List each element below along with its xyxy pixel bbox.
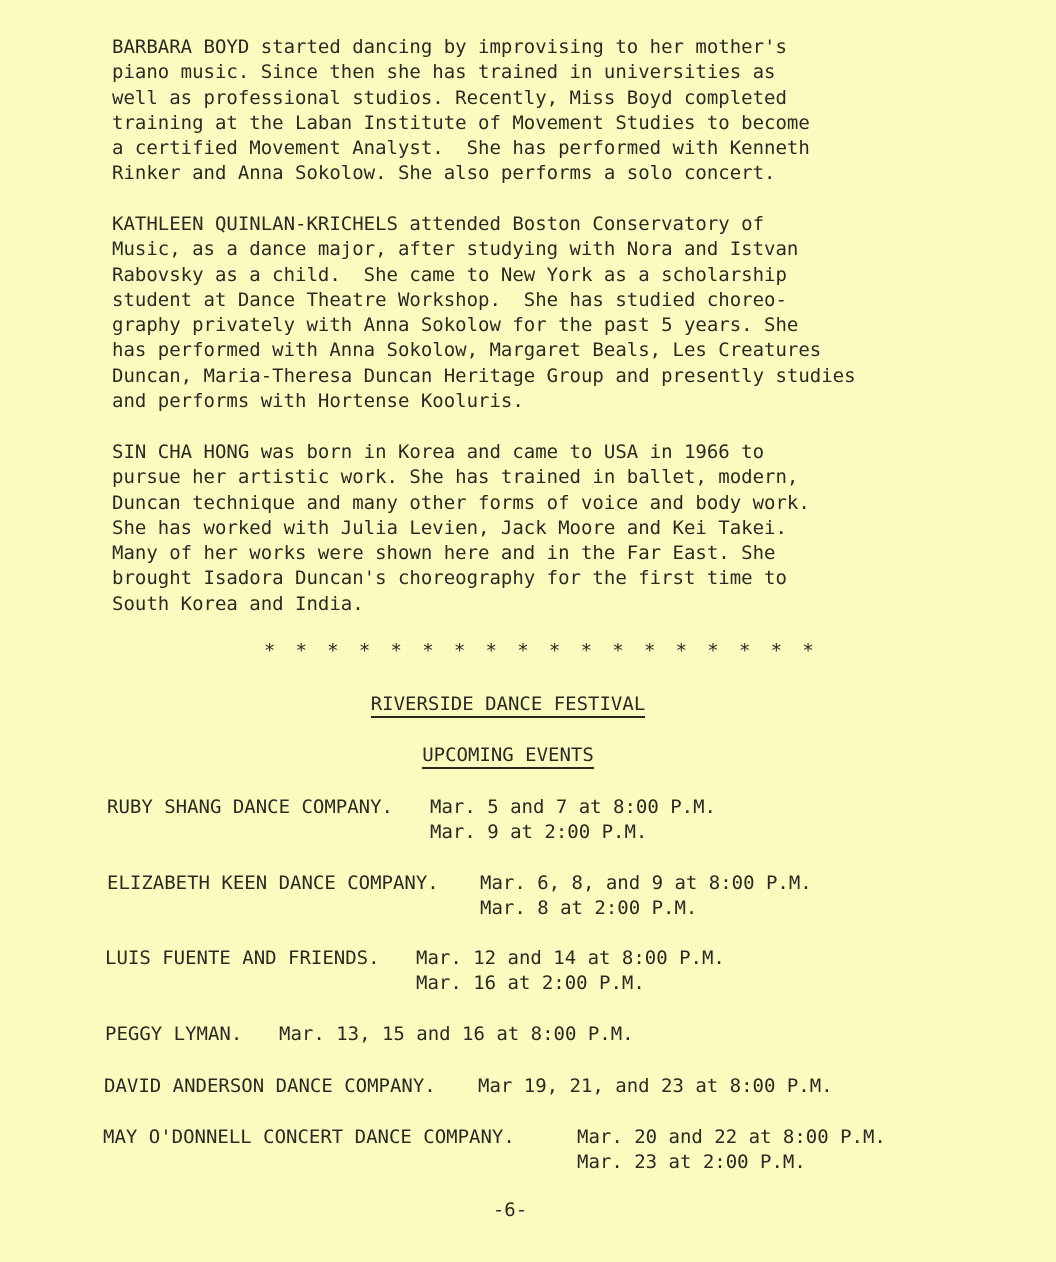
bio-barbara-boyd: BARBARA BOYD started dancing by improvising to her mother's piano music. Since then she has trained in universities as well as professional studios. Recently, Miss Boyd completed training at the Laban Institute of Movement Studies to become a certified Movement Analyst. She has performed with Kenneth Rinker and Anna Sokolow. She also performs a solo concert. xyxy=(112,36,810,185)
event-dates: Mar. 13, 15 and 16 at 8:00 P.M. xyxy=(279,1023,634,1045)
upcoming-events-title-text: UPCOMING EVENTS xyxy=(422,744,594,769)
event-dates: Mar. 12 and 14 at 8:00 P.M. Mar. 16 at 2:00 P.M. xyxy=(416,947,725,994)
bio-kathleen-quinlan-krichels: KATHLEEN QUINLAN-KRICHELS attended Boston Conservatory of Music, as a dance major, after studying with Nora and Istvan Rabovsky as a child. She came to New York as a scholarship student at Dance Theatre Workshop. She has studied choreo- graphy privately with Anna Sokolow for the past 5 years. She has performed with Anna Sokolow, Margaret Beals, Les Creatures Duncan, Maria-Theresa Duncan Heritage Group and presently studies and performs with Hortense Kooluris. xyxy=(112,213,856,413)
asterisk-separator: * * * * * * * * * * * * * * * * * * xyxy=(263,640,819,662)
event-name: PEGGY LYMAN. xyxy=(105,1023,243,1045)
festival-title-text: RIVERSIDE DANCE FESTIVAL xyxy=(371,693,646,718)
event-name: ELIZABETH KEEN DANCE COMPANY. xyxy=(107,872,439,894)
festival-title xyxy=(0,693,1016,718)
page-number: -6- xyxy=(492,1199,528,1221)
event-name: MAY O'DONNELL CONCERT DANCE COMPANY. xyxy=(103,1126,515,1148)
bio-sin-cha-hong: SIN CHA HONG was born in Korea and came to USA in 1966 to pursue her artistic work. She has trained in ballet, modern, Duncan technique and many other forms of voice and body work. She has worked with Julia Levien, Jack Moore and Kei Takei. Many of her works were shown here and in the Far East. She brought Isadora Duncan's choreography for the first time to South Korea and India. xyxy=(112,441,810,615)
event-name: LUIS FUENTE AND FRIENDS. xyxy=(105,947,380,969)
event-dates: Mar. 6, 8, and 9 at 8:00 P.M. Mar. 8 at 2:00 P.M. xyxy=(480,872,812,919)
event-dates: Mar 19, 21, and 23 at 8:00 P.M. xyxy=(478,1075,833,1097)
event-dates: Mar. 20 and 22 at 8:00 P.M. Mar. 23 at 2:00 P.M. xyxy=(577,1126,886,1173)
event-dates: Mar. 5 and 7 at 8:00 P.M. Mar. 9 at 2:00 P.M. xyxy=(430,796,716,843)
event-name: RUBY SHANG DANCE COMPANY. xyxy=(107,796,393,818)
event-name: DAVID ANDERSON DANCE COMPANY. xyxy=(104,1075,436,1097)
upcoming-events-title xyxy=(0,744,1016,769)
